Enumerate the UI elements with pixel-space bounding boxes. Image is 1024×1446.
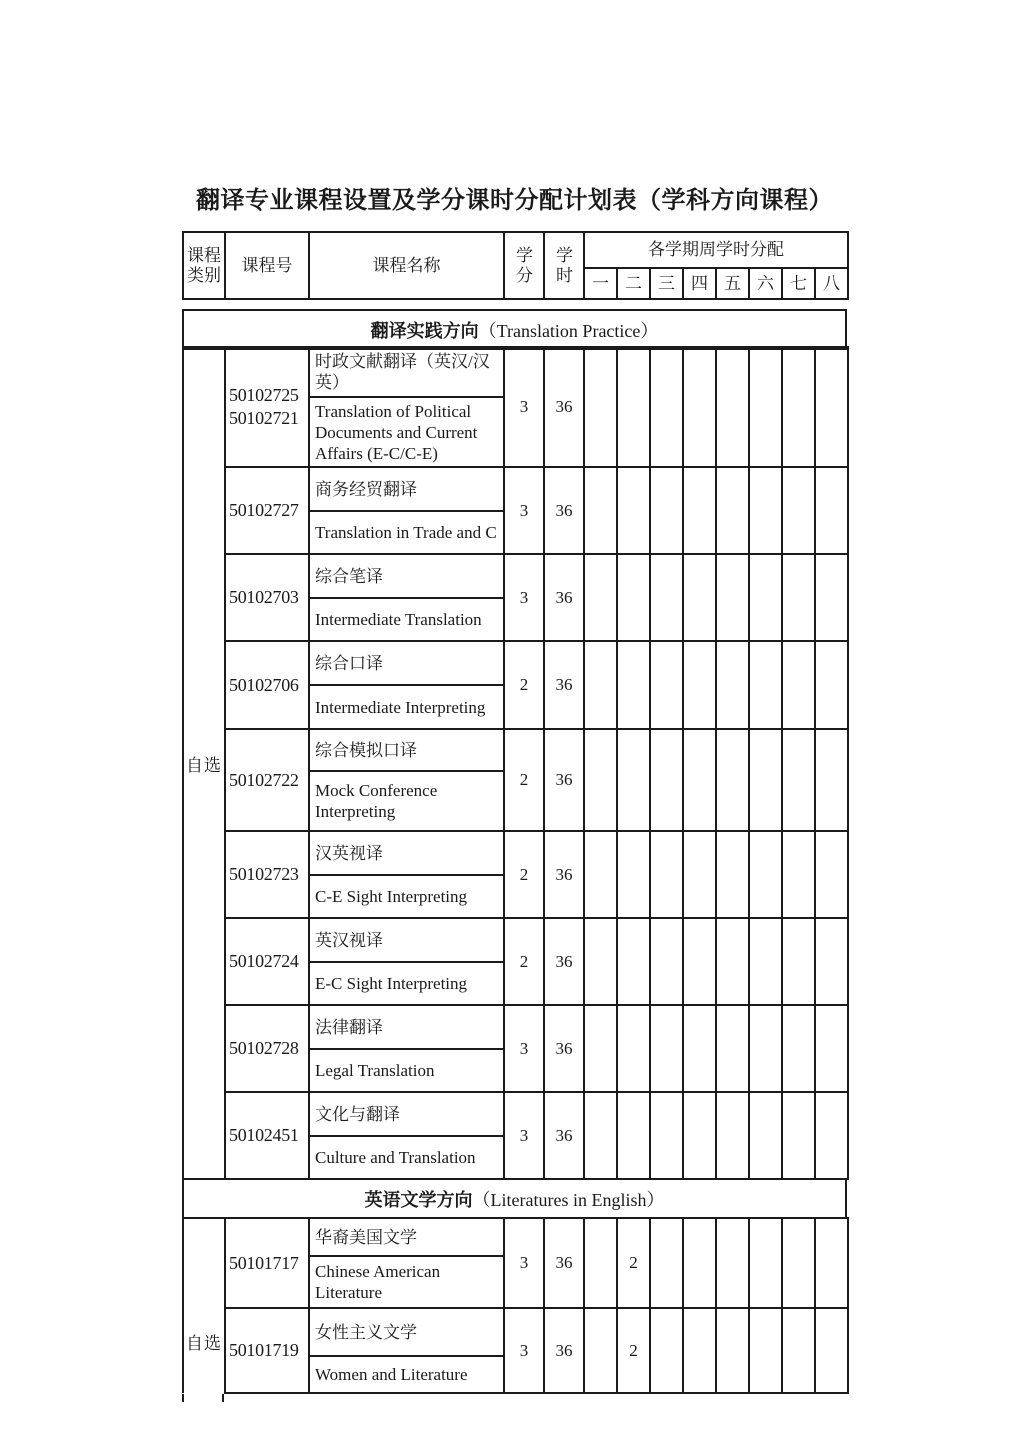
semester-cell bbox=[650, 831, 683, 918]
semester-cell bbox=[650, 1005, 683, 1092]
course-number-cell bbox=[225, 467, 309, 554]
section-title-en: （Literatures in English） bbox=[472, 1189, 665, 1210]
hours-cell: 36 bbox=[544, 1005, 584, 1092]
semester-cell bbox=[650, 347, 683, 467]
semester-cell bbox=[782, 918, 815, 1005]
semester-cell bbox=[749, 641, 782, 729]
header-sem-4: 四 bbox=[683, 268, 716, 299]
course-table-section-2 bbox=[182, 1217, 849, 1394]
semester-cell bbox=[584, 554, 617, 641]
course-rows-area bbox=[182, 348, 847, 1402]
course-name-cn: 综合模拟口译 bbox=[309, 729, 504, 771]
course-row bbox=[183, 554, 848, 598]
semester-cell bbox=[584, 467, 617, 554]
semester-cell bbox=[683, 1218, 716, 1308]
section-title-cn: 英语文学方向 bbox=[364, 1189, 473, 1210]
course-row bbox=[183, 641, 848, 685]
header-category: 课程类别 bbox=[183, 232, 225, 299]
course-number: 50102723 bbox=[229, 864, 299, 884]
course-name-en: Mock Conference Interpreting bbox=[309, 771, 504, 831]
semester-cell bbox=[584, 1218, 617, 1308]
semester-cell bbox=[584, 729, 617, 831]
semester-cell bbox=[716, 1308, 749, 1393]
semester-cell bbox=[683, 554, 716, 641]
header-sem-8: 八 bbox=[815, 268, 848, 299]
semester-cell bbox=[815, 554, 848, 641]
semester-cell bbox=[617, 347, 650, 467]
semester-cell bbox=[749, 729, 782, 831]
semester-cell bbox=[683, 729, 716, 831]
semester-cell bbox=[683, 918, 716, 1005]
course-name-en: C-E Sight Interpreting bbox=[309, 875, 504, 918]
hours-cell: 36 bbox=[544, 1218, 584, 1308]
course-row bbox=[183, 918, 848, 962]
semester-cell bbox=[584, 831, 617, 918]
semester-cell bbox=[815, 831, 848, 918]
semester-cell bbox=[683, 467, 716, 554]
credits-cell: 2 bbox=[504, 641, 544, 729]
semester-cell bbox=[716, 1092, 749, 1179]
course-name-en: Translation of Political Documents and Current Affairs (E-C/C-E) bbox=[309, 397, 504, 467]
course-name-cn: 华裔美国文学 bbox=[309, 1218, 504, 1256]
course-row bbox=[183, 467, 848, 511]
semester-cell bbox=[617, 831, 650, 918]
course-name-cn: 综合笔译 bbox=[309, 554, 504, 598]
semester-cell bbox=[782, 554, 815, 641]
semester-cell bbox=[716, 1005, 749, 1092]
semester-cell bbox=[617, 641, 650, 729]
course-name-en: E-C Sight Interpreting bbox=[309, 962, 504, 1005]
course-number-cell bbox=[225, 1218, 309, 1308]
semester-cell bbox=[716, 467, 749, 554]
header-hours: 学时 bbox=[544, 232, 584, 299]
course-number-cell bbox=[225, 729, 309, 831]
course-number-cell bbox=[225, 1092, 309, 1179]
course-number-cell bbox=[225, 347, 309, 467]
credits-cell: 3 bbox=[504, 1308, 544, 1393]
semester-cell bbox=[683, 347, 716, 467]
semester-cell bbox=[650, 1218, 683, 1308]
course-name-en: Intermediate Interpreting bbox=[309, 685, 504, 729]
course-name-cn: 英汉视译 bbox=[309, 918, 504, 962]
semester-cell bbox=[584, 1308, 617, 1393]
hours-cell: 36 bbox=[544, 831, 584, 918]
section-title-cn: 翻译实践方向 bbox=[370, 320, 479, 341]
course-number: 50102727 bbox=[229, 500, 299, 520]
semester-cell bbox=[650, 1092, 683, 1179]
course-row bbox=[183, 1308, 848, 1356]
course-number: 50101719 bbox=[229, 1340, 299, 1360]
credits-cell: 3 bbox=[504, 1005, 544, 1092]
semester-cell bbox=[749, 1005, 782, 1092]
hours-cell: 36 bbox=[544, 918, 584, 1005]
semester-cell bbox=[617, 554, 650, 641]
hours-cell: 36 bbox=[544, 1092, 584, 1179]
semester-cell bbox=[782, 1092, 815, 1179]
semester-cell bbox=[650, 467, 683, 554]
course-number-cell bbox=[225, 554, 309, 641]
semester-cell bbox=[749, 918, 782, 1005]
course-number: 50102724 bbox=[229, 951, 299, 971]
credits-cell: 3 bbox=[504, 1092, 544, 1179]
course-name-cn: 商务经贸翻译 bbox=[309, 467, 504, 511]
course-number-cell bbox=[225, 918, 309, 1005]
course-name-cn: 文化与翻译 bbox=[309, 1092, 504, 1136]
semester-cell bbox=[650, 641, 683, 729]
semester-cell bbox=[617, 1092, 650, 1179]
semester-cell bbox=[815, 1218, 848, 1308]
semester-cell bbox=[815, 918, 848, 1005]
course-number: 50102703 bbox=[229, 587, 299, 607]
course-name-cn: 女性主义文学 bbox=[309, 1308, 504, 1356]
semester-cell bbox=[815, 729, 848, 831]
course-number: 50102728 bbox=[229, 1038, 299, 1058]
course-row bbox=[183, 729, 848, 771]
hours-cell: 36 bbox=[544, 729, 584, 831]
course-row bbox=[183, 831, 848, 875]
course-row bbox=[183, 347, 848, 397]
section-title-en: （Translation Practice） bbox=[478, 320, 659, 341]
semester-cell bbox=[716, 729, 749, 831]
semester-cell bbox=[650, 554, 683, 641]
header-credits: 学分 bbox=[504, 232, 544, 299]
header-sem-5: 五 bbox=[716, 268, 749, 299]
semester-cell bbox=[749, 831, 782, 918]
course-name-en: Translation in Trade and C bbox=[309, 511, 504, 554]
semester-cell bbox=[815, 1005, 848, 1092]
semester-cell bbox=[716, 641, 749, 729]
header-sem-2: 二 bbox=[617, 268, 650, 299]
semester-cell bbox=[815, 347, 848, 467]
semester-cell bbox=[683, 641, 716, 729]
semester-cell bbox=[683, 1005, 716, 1092]
semester-cell bbox=[749, 467, 782, 554]
course-name-en: Intermediate Translation bbox=[309, 598, 504, 641]
semester-cell bbox=[782, 1005, 815, 1092]
credits-cell: 2 bbox=[504, 729, 544, 831]
semester-cell bbox=[716, 831, 749, 918]
course-number: 50102451 bbox=[229, 1125, 299, 1145]
course-number-cell bbox=[225, 831, 309, 918]
course-number: 50102721 bbox=[229, 408, 299, 428]
course-table-section-1 bbox=[182, 346, 849, 1180]
credits-cell: 3 bbox=[504, 554, 544, 641]
semester-cell bbox=[617, 1005, 650, 1092]
semester-cell bbox=[815, 641, 848, 729]
course-name-en: Chinese American Literature bbox=[309, 1256, 504, 1308]
header-sem-1: 一 bbox=[584, 268, 617, 299]
semester-cell bbox=[584, 347, 617, 467]
semester-cell bbox=[584, 641, 617, 729]
category-cell: 自选 bbox=[183, 347, 225, 1179]
hours-cell: 36 bbox=[544, 1308, 584, 1393]
semester-cell: 2 bbox=[617, 1308, 650, 1393]
semester-cell bbox=[782, 347, 815, 467]
semester-cell bbox=[749, 1092, 782, 1179]
credits-cell: 3 bbox=[504, 467, 544, 554]
course-number: 50101717 bbox=[229, 1252, 299, 1273]
hours-cell: 36 bbox=[544, 347, 584, 467]
course-number: 50102725 bbox=[229, 385, 299, 405]
credits-cell: 2 bbox=[504, 918, 544, 1005]
semester-cell: 2 bbox=[617, 1218, 650, 1308]
semester-cell bbox=[716, 1218, 749, 1308]
semester-cell bbox=[815, 1308, 848, 1393]
semester-cell bbox=[749, 1218, 782, 1308]
semester-cell bbox=[683, 1092, 716, 1179]
course-name-en: Culture and Translation bbox=[309, 1136, 504, 1179]
header-course-no: 课程号 bbox=[225, 232, 309, 299]
section-bar-translation-practice bbox=[182, 309, 847, 350]
header-sem-6: 六 bbox=[749, 268, 782, 299]
course-number: 50102722 bbox=[229, 769, 299, 790]
semester-cell bbox=[617, 467, 650, 554]
semester-cell bbox=[782, 729, 815, 831]
semester-cell bbox=[815, 1092, 848, 1179]
category-column-cutoff bbox=[182, 1394, 224, 1402]
page-title: 翻译专业课程设置及学分课时分配计划表（学科方向课程） bbox=[196, 188, 833, 214]
header-sem-3: 三 bbox=[650, 268, 683, 299]
semester-cell bbox=[782, 467, 815, 554]
course-number: 50102706 bbox=[229, 674, 299, 695]
course-name-en: Legal Translation bbox=[309, 1049, 504, 1092]
course-name-cn: 法律翻译 bbox=[309, 1005, 504, 1049]
semester-cell bbox=[683, 831, 716, 918]
semester-cell bbox=[782, 641, 815, 729]
hours-cell: 36 bbox=[544, 554, 584, 641]
course-name-en: Women and Literature bbox=[309, 1356, 504, 1393]
course-row bbox=[183, 1218, 848, 1256]
course-number-cell bbox=[225, 641, 309, 729]
semester-cell bbox=[716, 347, 749, 467]
course-name-cn: 综合口译 bbox=[309, 641, 504, 685]
hours-cell: 36 bbox=[544, 641, 584, 729]
semester-cell bbox=[650, 918, 683, 1005]
course-row bbox=[183, 1092, 848, 1136]
semester-cell bbox=[749, 1308, 782, 1393]
category-cell: 自选 bbox=[183, 1218, 225, 1393]
header-course-name: 课程名称 bbox=[309, 232, 504, 299]
section-bar-literatures-in-english bbox=[182, 1178, 847, 1219]
credits-cell: 2 bbox=[504, 831, 544, 918]
semester-cell bbox=[617, 918, 650, 1005]
credits-cell: 3 bbox=[504, 347, 544, 467]
semester-cell bbox=[749, 554, 782, 641]
semester-cell bbox=[584, 1005, 617, 1092]
hours-cell: 36 bbox=[544, 467, 584, 554]
semester-cell bbox=[683, 1308, 716, 1393]
semester-cell bbox=[749, 347, 782, 467]
semester-cell bbox=[716, 918, 749, 1005]
semester-cell bbox=[584, 918, 617, 1005]
course-row bbox=[183, 1005, 848, 1049]
semester-cell bbox=[815, 467, 848, 554]
course-name-cn: 汉英视译 bbox=[309, 831, 504, 875]
header-semester-group: 各学期周学时分配 bbox=[584, 232, 848, 268]
semester-cell bbox=[617, 729, 650, 831]
semester-cell bbox=[716, 554, 749, 641]
credits-cell: 3 bbox=[504, 1218, 544, 1308]
semester-cell bbox=[782, 1218, 815, 1308]
semester-cell bbox=[650, 729, 683, 831]
course-number-cell bbox=[225, 1308, 309, 1393]
semester-cell bbox=[584, 1092, 617, 1179]
course-number-cell bbox=[225, 1005, 309, 1092]
course-name-cn: 时政文献翻译（英汉/汉英） bbox=[309, 347, 504, 397]
semester-cell bbox=[782, 1308, 815, 1393]
header-sem-7: 七 bbox=[782, 268, 815, 299]
semester-cell bbox=[650, 1308, 683, 1393]
semester-cell bbox=[782, 831, 815, 918]
course-table-header bbox=[182, 231, 849, 300]
